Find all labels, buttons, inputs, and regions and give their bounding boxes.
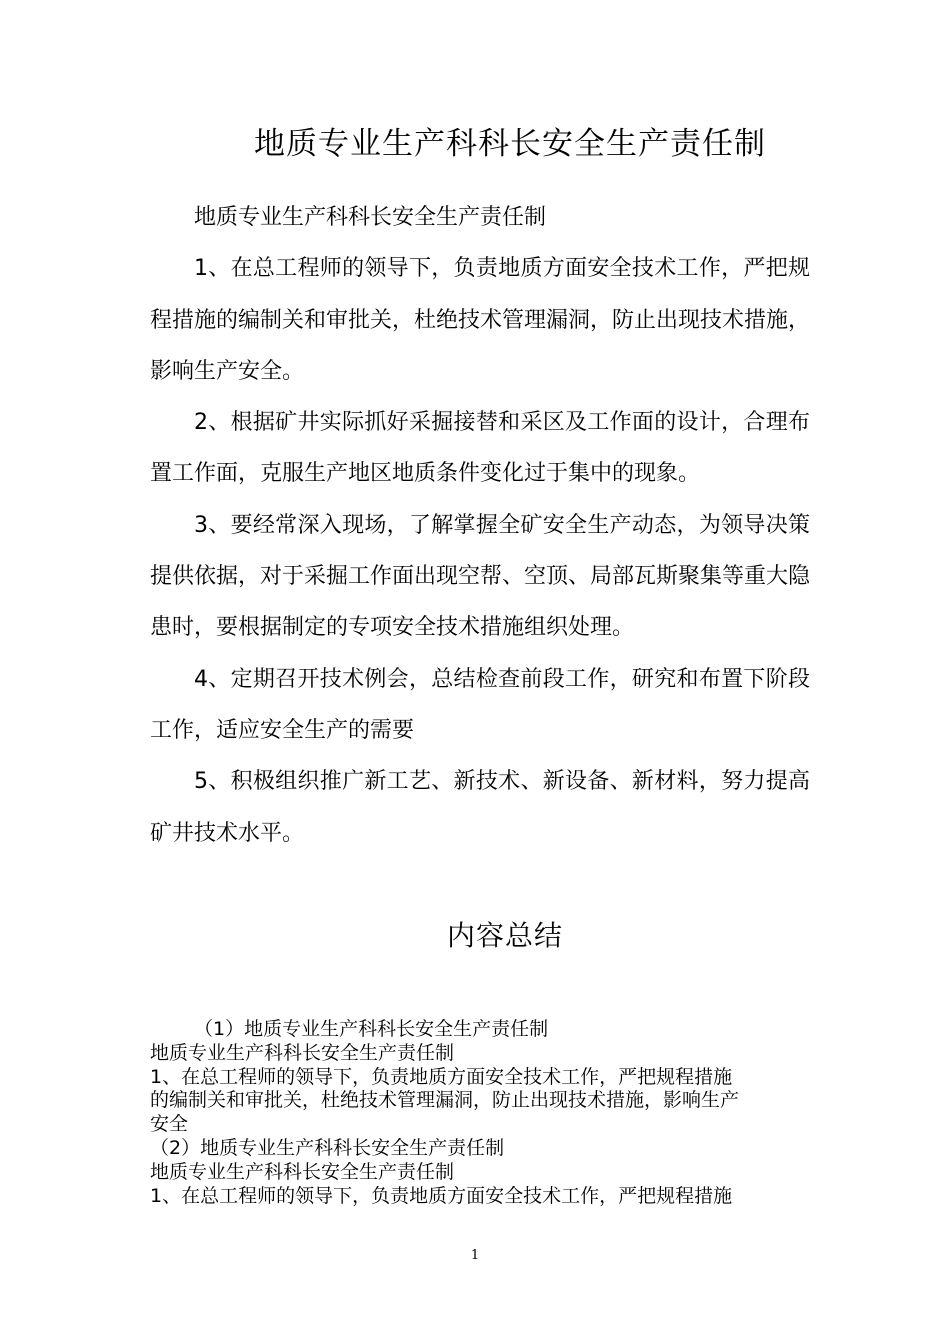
summary-section <box>150 1018 800 1208</box>
summary-line: 1、在总工程师的领导下，负责地质方面安全技术工作，严把规程措施 <box>150 1065 733 1088</box>
document-title: 地质专业生产科科长安全生产责任制 <box>254 126 766 162</box>
body-paragraph-item-4: 4、定期召开技术例会，总结检查前段工作，研究和布置下阶段工作，适应安全生产的需要 <box>150 666 810 743</box>
body-paragraph-item-2: 2、根据矿井实际抓好采掘接替和采区及工作面的设计，合理布置工作面，克服生产地区地质条件变化过于集中的现象。 <box>150 410 810 487</box>
summary-line: （1）地质专业生产科科长安全生产责任制 <box>194 1018 549 1040</box>
summary-line: 地质专业生产科科长安全生产责任制 <box>150 1160 455 1183</box>
document-body <box>150 192 810 859</box>
summary-line: 的编制关和审批关，杜绝技术管理漏洞，防止出现技术措施，影响生产 <box>150 1089 740 1112</box>
body-paragraph-heading: 地质专业生产科科长安全生产责任制 <box>194 205 547 230</box>
summary-line: （2）地质专业生产科科长安全生产责任制 <box>150 1136 505 1159</box>
body-paragraph-item-3: 3、要经常深入现场，了解掌握全矿安全生产动态，为领导决策提供依据，对于采掘工作面出现空帮、空顶、局部瓦斯聚集等重大隐患时，要根据制定的专项安全技术措施组织处理。 <box>150 512 811 641</box>
summary-line: 1、在总工程师的领导下，负责地质方面安全技术工作，严把规程措施 <box>150 1184 733 1207</box>
summary-line: 地质专业生产科科长安全生产责任制 <box>150 1041 455 1064</box>
page-number: 1 <box>470 1248 480 1263</box>
body-paragraph-item-1: 1、在总工程师的领导下，负责地质方面安全技术工作，严把规程措施的编制关和审批关，杜绝技术管理漏洞，防止出现技术措施，影响生产安全。 <box>150 256 811 384</box>
summary-title: 内容总结 <box>446 919 563 952</box>
summary-line: 安全 <box>150 1113 189 1136</box>
body-paragraph-item-5: 5、积极组织推广新工艺、新技术、新设备、新材料，努力提高矿井技术水平。 <box>150 769 810 846</box>
